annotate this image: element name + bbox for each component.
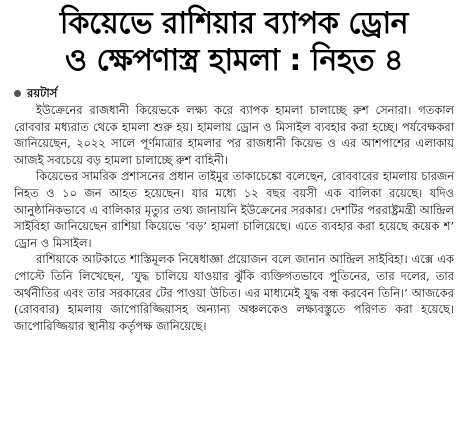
headline-line-2: ও ক্ষেপণাস্ত্র হামলা : নিহত ৪	[64, 43, 403, 78]
article-body	[14, 102, 454, 334]
paragraph-1: ইউক্রেনের রাজধানী কিয়েভকে লক্ষ্য করে ব্যাপক হামলা চালাচ্ছে রুশ সেনারা। গতকাল রোববার মধ্যরাত থেকে হামলা শুরু হয়। হামলায় ড্রোন ও মিসাইল ব্যবহার করা হচ্ছে। পর্যবেক্ষকরা জানিয়েছেন, ২০২২ সালে পূর্ণমাত্রার হামলার পর রাজধানী কিয়েভ ও এর আশপাশের এলাকায় আজই সবচেয়ে বড় হামলা চালাচ্ছে রুশ বাহিনী।	[14, 103, 454, 167]
headline-line-1: কিয়েভে রাশিয়ার ব্যাপক ড্রোন	[59, 6, 409, 41]
paragraph-3: রাশিয়াকে আটকাতে শাস্তিমূলক নিষেধাজ্ঞা প্রয়োজন বলে জানান আন্দ্রিল সাইবিহা। এক্সে এক পোস্টে তিনি লিখেছেন, ‘যুদ্ধ চালিয়ে যাওয়ার ঝুঁকি ব্যক্তিগতভাবে পুতিনের, তার দলের, তার অর্থনীতির এবং তার সরকারের টের পাওয়া উচিত। এর মাধ্যমেই যুদ্ধ বন্ধ করবেন তিনি।’ আজকের (রোববার) হামলায় জাপোরিজ্জিয়াসহ অন্যান্য অঞ্চলকেও লক্ষ্যবস্তুতে পরিণত করা হয়েছে। জাপোরিজ্জিয়ার স্থানীয় কর্তৃপক্ষ জানিয়েছে।	[14, 252, 454, 333]
byline	[14, 86, 454, 100]
paragraph-2: কিয়েভের সামরিক প্রশাসনের প্রধান তাইমুর তাকাচেঙ্কো বলেছেন, রোববারের হামলায় চারজন নিহত ও ১০ জন আহত হয়েছেন। যার মধ্যে ১২ বছর বয়সী এক বালিকা রয়েছে। যদিও আনুষ্ঠানিকভাবে এ বালিকার মৃত্যুর তথ্য জানায়নি ইউক্রেনের সরকার। দেশটির পররাষ্ট্রমন্ত্রী আন্দ্রিল সাইবিহা জানিয়েছেন রাশিয়া কিয়েভে ‘বড়’ হামলা চালিয়েছে। এতে ব্যবহার করা হয়েছে কয়েক শ’ ড্রোন ও মিসাইল।	[14, 169, 454, 250]
byline-source: রয়টার্স	[27, 86, 58, 100]
bullet-icon	[14, 90, 21, 97]
article-headline	[14, 6, 454, 80]
